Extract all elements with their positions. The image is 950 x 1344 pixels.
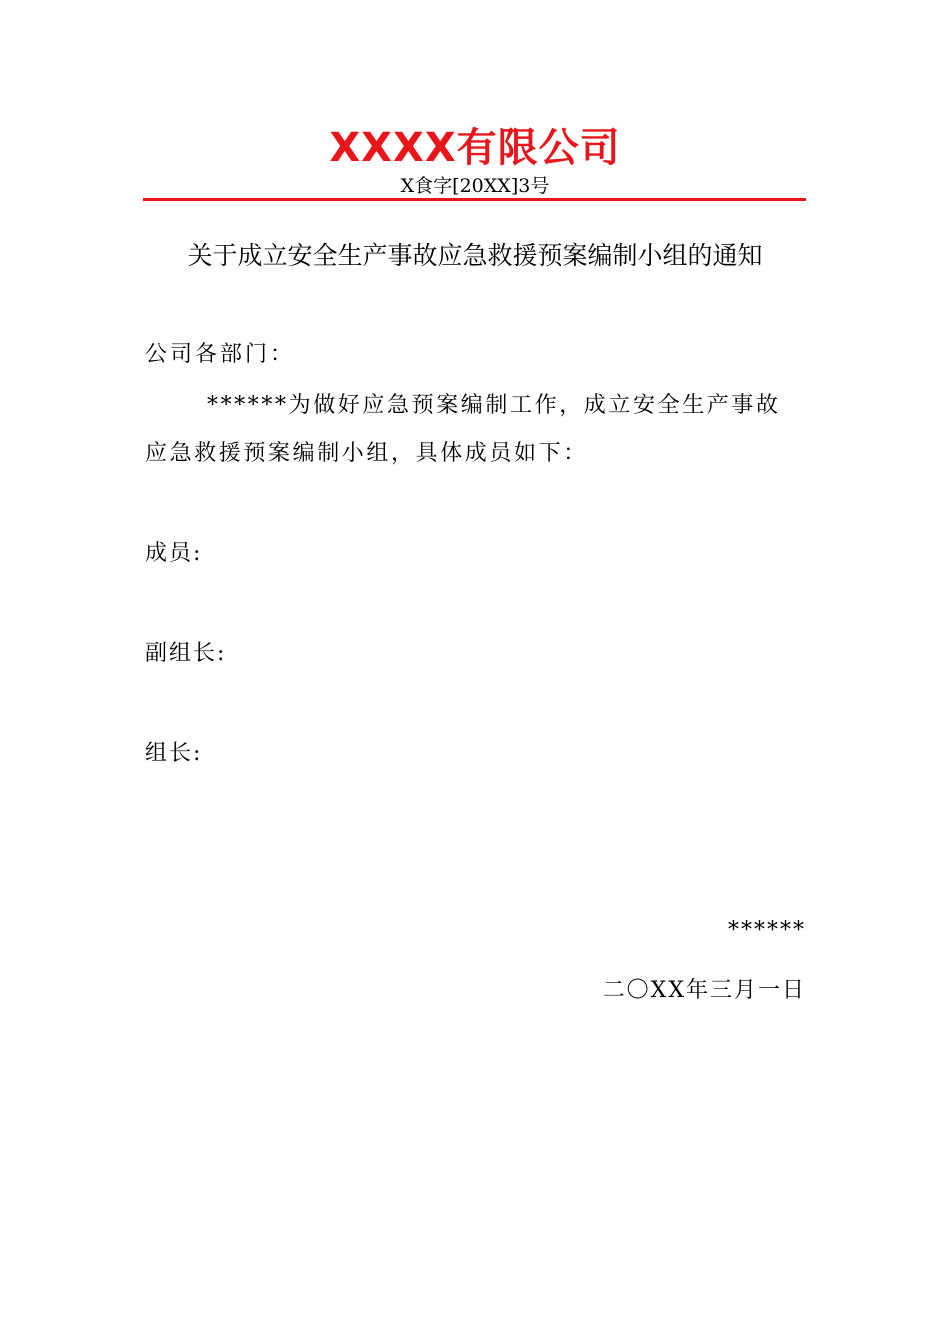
salutation: 公司各部门： bbox=[145, 342, 296, 367]
document-number: X食字[20XX]3号 bbox=[400, 175, 550, 197]
company-name-header: XXXX有限公司 bbox=[329, 125, 621, 171]
issuer-signature: ****** bbox=[728, 918, 806, 943]
members-field-label: 成员: bbox=[145, 541, 203, 566]
notice-title: 关于成立安全生产事故应急救援预案编制小组的通知 bbox=[187, 241, 763, 270]
body-paragraph-line-1: ******为做好应急预案编制工作，成立安全生产事故 bbox=[207, 393, 781, 418]
leader-field-label: 组长: bbox=[145, 741, 203, 766]
issue-date: 二〇XX年三月一日 bbox=[602, 978, 806, 1003]
red-header-rule bbox=[143, 198, 806, 201]
body-paragraph-line-2: 应急救援预案编制小组，具体成员如下： bbox=[145, 441, 588, 466]
deputy-leader-field-label: 副组长: bbox=[145, 641, 227, 666]
